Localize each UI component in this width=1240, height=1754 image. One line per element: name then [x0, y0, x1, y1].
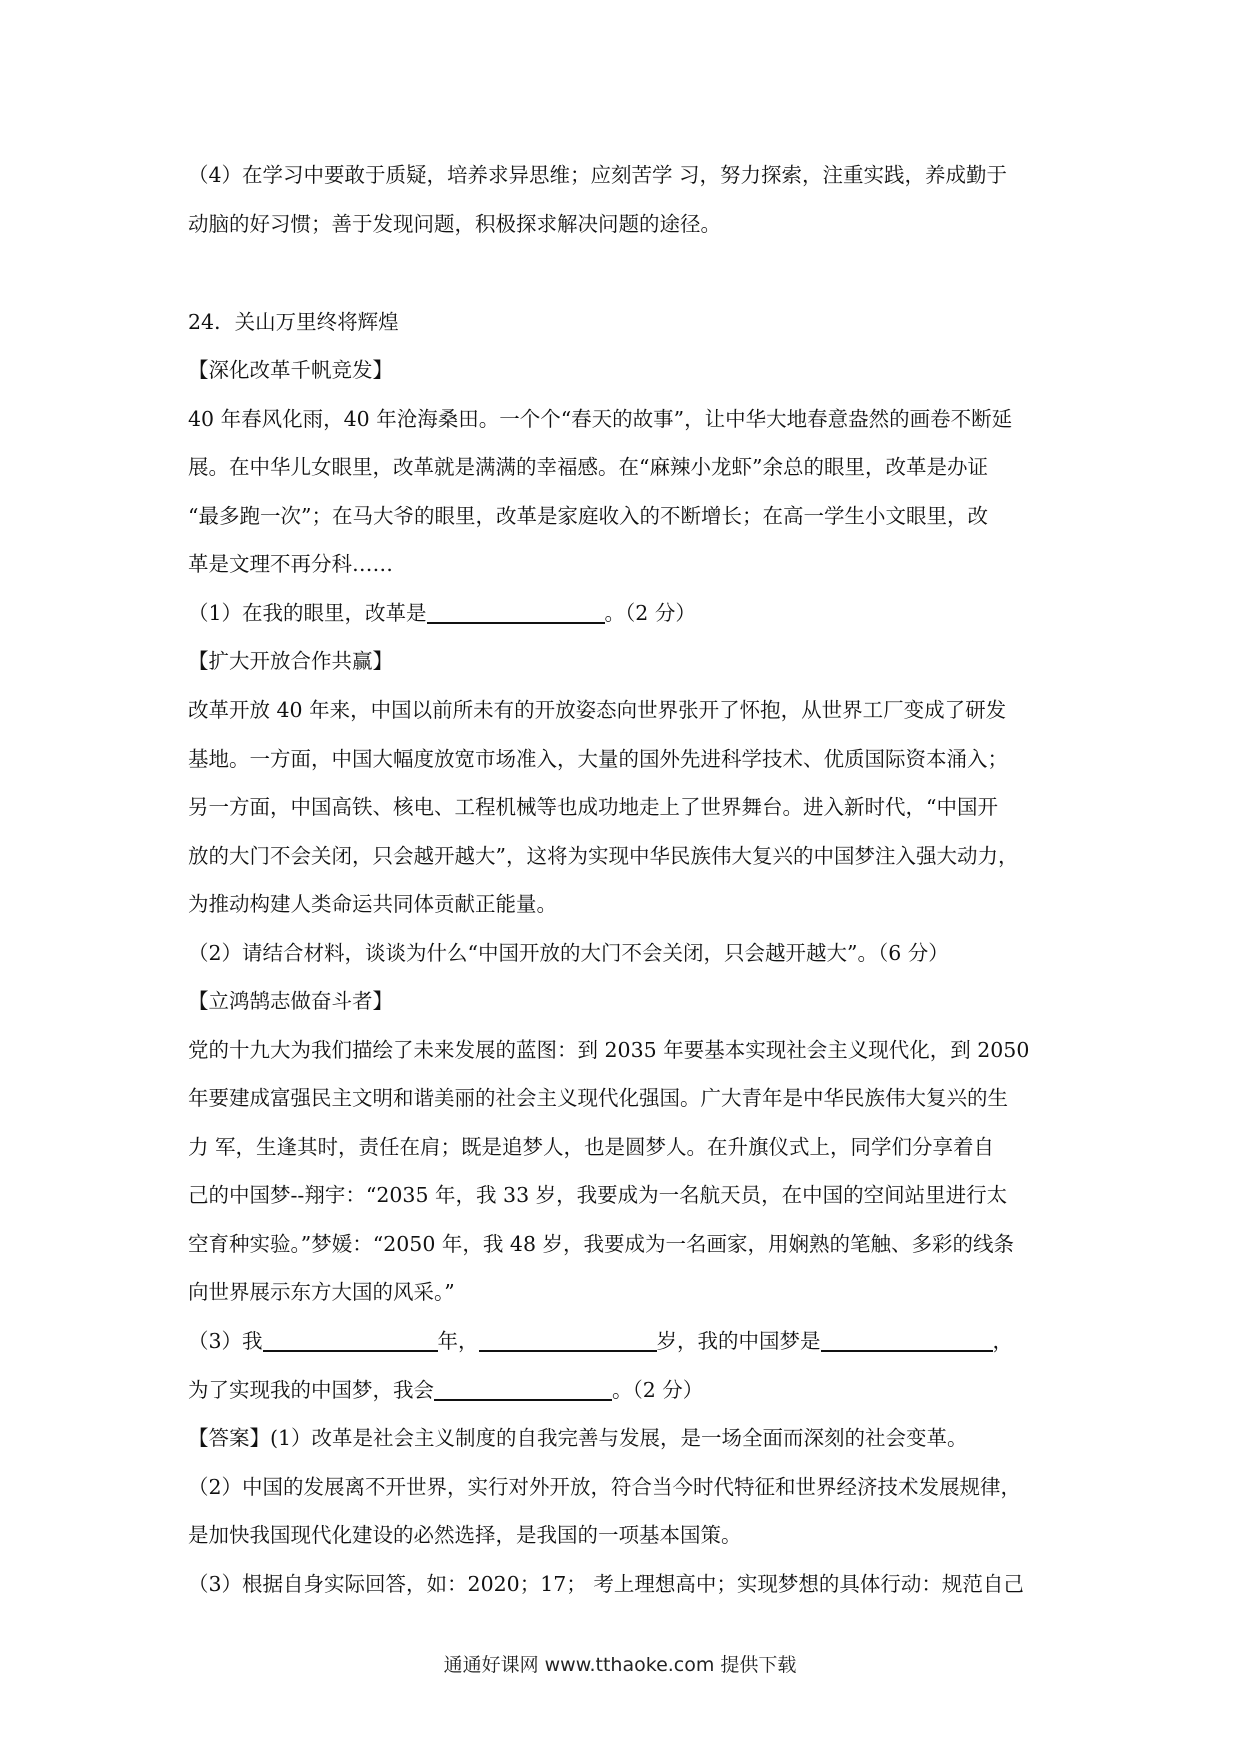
answer-1: 【答案】(1）改革是社会主义制度的自我完善与发展，是一场全面而深刻的社会变革。 — [188, 1426, 968, 1450]
answer-blank — [434, 1377, 612, 1401]
aspiration-paragraph-line-2: 年要建成富强民主文明和谐美丽的社会主义现代化强国。广大青年是中华民族伟大复兴的生 — [188, 1086, 1008, 1110]
page-footer: 通通好课网 www.tthaoke.com 提供下载 — [443, 1654, 797, 1676]
question-3-part-c: 岁，我的中国梦是 — [656, 1329, 821, 1353]
question-3-part-f: 。（2 分） — [612, 1378, 704, 1402]
question-2: （2）请结合材料，谈谈为什么“中国开放的大门不会关闭，只会越开越大”。（6 分） — [188, 941, 949, 965]
answer-3: （3）根据自身实际回答，如：2020；17； 考上理想高中；实现梦想的具体行动：规范自己 — [188, 1572, 1024, 1596]
question-3-part-b: 年， — [437, 1329, 479, 1353]
answer-blank — [427, 600, 605, 624]
opening-paragraph-line-2: 基地。一方面，中国大幅度放宽市场准入，大量的国外先进科学技术、优质国际资本涌入； — [188, 747, 1008, 771]
question-3-line-2 — [188, 1375, 1058, 1405]
aspiration-paragraph-line-4: 己的中国梦--翔宇：“2035 年，我 33 岁，我要成为一名航天员，在中国的空间站里进行太 — [188, 1183, 1008, 1207]
answer-blank — [821, 1328, 993, 1352]
question-3-part-e: 为了实现我的中国梦，我会 — [188, 1378, 434, 1402]
q4-answer-line-1: （4）在学习中要敢于质疑，培养求异思维；应刻苦学 习，努力探索，注重实践，养成勤于 — [188, 163, 1008, 187]
q4-answer-line-2: 动脑的好习惯；善于发现问题，积极探求解决问题的途径。 — [188, 212, 721, 236]
aspiration-paragraph-line-1: 党的十九大为我们描绘了未来发展的蓝图：到 2035 年要基本实现社会主义现代化，到 2050 — [188, 1038, 1030, 1062]
aspiration-paragraph-line-5: 空育种实验。”梦媛：“2050 年，我 48 岁，我要成为一名画家，用娴熟的笔触、多彩的线条 — [188, 1232, 1015, 1256]
aspiration-paragraph-line-3: 力 军，生逢其时，责任在肩；既是追梦人，也是圆梦人。在升旗仪式上，同学们分享着自 — [188, 1135, 995, 1159]
reform-paragraph-line-3: “最多跑一次”；在马大爷的眼里，改革是家庭收入的不断增长；在高一学生小文眼里，改 — [188, 504, 988, 528]
section-title-reform: 【深化改革千帆竞发】 — [188, 358, 393, 382]
answer-blank — [479, 1328, 657, 1352]
question-3-part-a: （3）我 — [188, 1329, 263, 1353]
question-3-part-d: ， — [992, 1329, 1014, 1353]
answer-2-line-2: 是加快我国现代化建设的必然选择，是我国的一项基本国策。 — [188, 1523, 742, 1547]
opening-paragraph-line-4: 放的大门不会关闭，只会越开越大”，这将为实现中华民族伟大复兴的中国梦注入强大动力， — [188, 844, 1019, 868]
aspiration-paragraph-line-6: 向世界展示东方大国的风采。” — [188, 1280, 455, 1304]
answer-blank — [263, 1328, 438, 1352]
question-1-prefix: （1）在我的眼里，改革是 — [188, 601, 427, 625]
reform-paragraph-line-1: 40 年春风化雨，40 年沧海桑田。一个个“春天的故事”，让中华大地春意盎然的画卷不断延 — [188, 407, 1013, 431]
opening-paragraph-line-1: 改革开放 40 年来，中国以前所未有的开放姿态向世界张开了怀抱，从世界工厂变成了研发 — [188, 698, 1007, 722]
question-24-title: 24．关山万里终将辉煌 — [188, 310, 399, 334]
question-1 — [188, 598, 1058, 628]
section-title-aspiration: 【立鸿鹄志做奋斗者】 — [188, 989, 393, 1013]
question-3-line-1 — [188, 1326, 1058, 1356]
section-title-opening: 【扩大开放合作共赢】 — [188, 649, 393, 673]
reform-paragraph-line-2: 展。在中华儿女眼里，改革就是满满的幸福感。在“麻辣小龙虾”余总的眼里，改革是办证 — [188, 455, 988, 479]
question-1-suffix: 。（2 分） — [604, 601, 696, 625]
reform-paragraph-line-4: 革是文理不再分科…… — [188, 552, 393, 576]
opening-paragraph-line-3: 另一方面，中国高铁、核电、工程机械等也成功地走上了世界舞台。进入新时代，“中国开 — [188, 795, 998, 819]
opening-paragraph-line-5: 为推动构建人类命运共同体贡献正能量。 — [188, 892, 557, 916]
answer-2-line-1: （2）中国的发展离不开世界，实行对外开放，符合当今时代特征和世界经济技术发展规律， — [188, 1475, 1022, 1499]
